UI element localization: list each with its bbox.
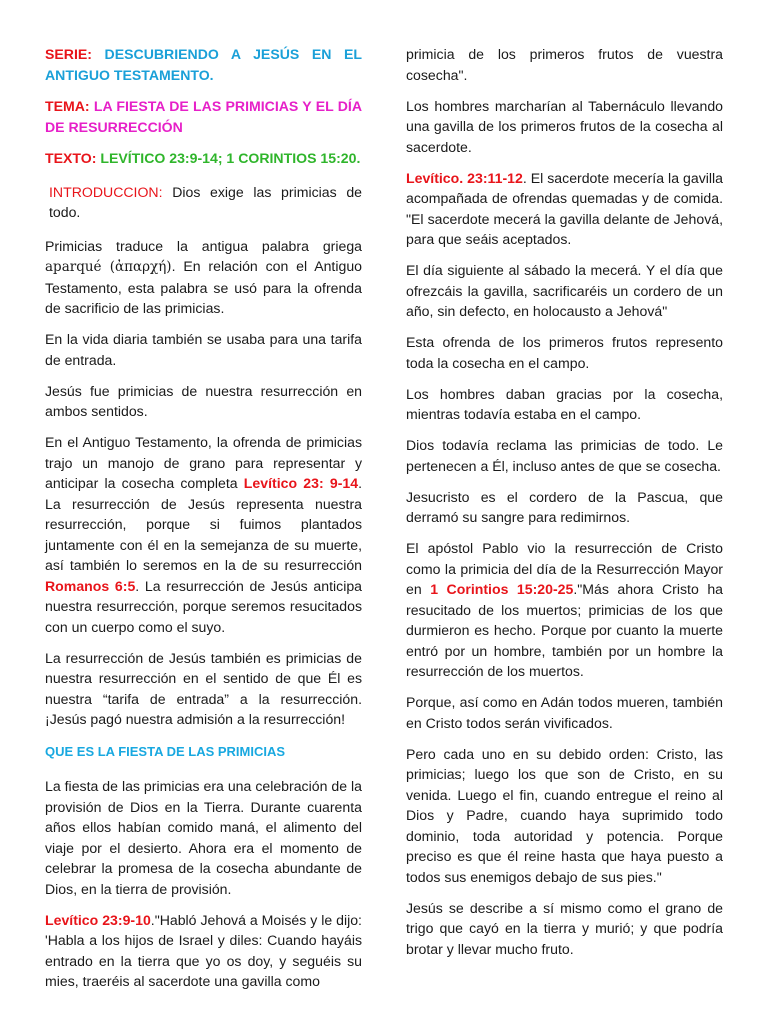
texto-reference: LEVÍTICO 23:9-14; 1 CORINTIOS 15:20.: [100, 150, 361, 166]
paragraph-text: El apóstol Pablo vio la resurrección de Cristo como la primicia del día de la Resurrección Mayor en: [406, 540, 723, 597]
paragraph-primicias: [45, 236, 362, 319]
paragraph-grano-trigo: Jesús se describe a sí mismo como el grano de trigo que cayó en la tierra y murió; y que podría brotar y llevar mucho fruto.: [406, 899, 723, 957]
greek-word: aparqué (ἀπαρχή): [45, 259, 172, 275]
left-column: [45, 44, 362, 1002]
bible-reference: Levítico 23:9-10: [45, 911, 151, 928]
intro-text: Dios exige las primicias de todo.: [49, 183, 362, 220]
paragraph-levitico-gavilla: [406, 168, 723, 250]
paragraph-tarifa: En la vida diaria también se usaba para una tarifa de entrada.: [45, 331, 362, 368]
bible-reference: 1 Corintios 15:20-25: [430, 581, 574, 597]
paragraph-sabado: El día siguiente al sábado la mecerá. Y el día que ofrezcáis la gavilla, sacrificaréis un cordero de un año, sin defecto, en holocausto a Jehová": [406, 262, 723, 319]
serie-title: DESCUBRIENDO A JESÚS EN EL ANTIGUO TESTAMENTO.: [45, 46, 362, 83]
paragraph-text: ."Habló Jehová a Moisés y le dijo: 'Habla a los hijos de Israel y diles: Cuando hayáis entrado en la tierra que yo os doy, y seguéis su mies, traeréis al sacerdote una gavilla como: [45, 911, 362, 989]
serie-label: SERIE:: [45, 46, 92, 62]
paragraph-reclama: Dios todavía reclama las primicias de todo. Le pertenecen a Él, incluso antes de que se cosecha.: [406, 437, 723, 474]
paragraph-tabernaculo: Los hombres marcharían al Tabernáculo llevando una gavilla de los primeros frutos de la cosecha al sacerdote.: [406, 97, 723, 155]
paragraph-text: . En relación con el Antiguo Testamento, esta palabra se usó para la ofrenda de sacrificio de las primicias.: [45, 258, 362, 316]
intro-label: INTRODUCCION:: [49, 183, 163, 200]
paragraph-adan: Porque, así como en Adán todos mueren, también en Cristo todos serán vivificados.: [406, 694, 723, 731]
paragraph-ofrenda: Esta ofrenda de los primeros frutos represento toda la cosecha en el campo.: [406, 334, 723, 371]
paragraph-text: Primicias traduce la antigua palabra griega: [45, 237, 362, 254]
paragraph-ambos-sentidos: Jesús fue primicias de nuestra resurrección en ambos sentidos.: [45, 382, 362, 419]
bible-reference: Levítico 23: 9-14: [243, 475, 359, 491]
paragraph-text: . La resurrección de Jesús representa nuestra resurrección, porque si fuimos plantados juntamente con él en la semejanza de su muerte, así también lo seremos en la de su resurrección: [45, 475, 362, 573]
tema-title: LA FIESTA DE LAS PRIMICIAS Y EL DÍA DE RESURRECCIÓN: [45, 98, 362, 135]
section-heading: QUE ES LA FIESTA DE LAS PRIMICIAS: [45, 743, 286, 759]
bible-reference: Levítico. 23:11-12: [406, 169, 523, 186]
paragraph-antiguo-testamento: [45, 432, 362, 637]
tema-label: TEMA:: [45, 98, 90, 114]
bible-reference: Romanos 6:5: [45, 577, 136, 594]
paragraph-cosecha-quote: primicia de los primeros frutos de vuestra cosecha".: [406, 46, 723, 83]
paragraph-levitico-quote: [45, 910, 362, 992]
paragraph-tarifa-entrada: La resurrección de Jesús también es primicias de nuestra resurrección en el sentido de que Él es nuestra “tarifa de entrada” a la resurrección. ¡Jesús pagó nuestra admisión a la resurrección!: [45, 649, 362, 727]
right-column: [406, 44, 723, 970]
paragraph-cordero: Jesucristo es el cordero de la Pascua, que derramó su sangre para redimirnos.: [406, 488, 723, 525]
paragraph-text: . La resurrección de Jesús anticipa nuestra resurrección, porque seremos resucitados con un cuerpo como el suyo.: [45, 577, 363, 635]
texto-label: TEXTO:: [45, 150, 97, 166]
paragraph-gracias: Los hombres daban gracias por la cosecha, mientras todavía estaba en el campo.: [406, 385, 723, 422]
serie-line: [45, 44, 362, 85]
paragraph-text: ."Más ahora Cristo ha resucitado de los muertos; primicias de los que durmieron es hecho. Porque por cuanto la muerte entró por un hombre, también por un hombre la resurrección de los muertos.: [406, 581, 723, 679]
paragraph-fiesta: La fiesta de las primicias era una celebración de la provisión de Dios en la Tierra. Durante cuarenta años ellos habían comido maná, el alimento del viaje por el desierto. Ahora era el momento de celebrar la promesa de la cosecha abundante de Dios, en la tierra de provisión.: [45, 778, 362, 897]
paragraph-text: . El sacerdote mecería la gavilla acompañada de ofrendas quemadas y de comida. "El sacerdote mecerá la gavilla delante de Jehová, para que seáis aceptados.: [406, 169, 723, 247]
paragraph-pablo: [406, 538, 723, 682]
intro-paragraph: [45, 182, 362, 223]
paragraph-text: En el Antiguo Testamento, la ofrenda de primicias trajo un manojo de grano para representar y anticipar la cosecha completa: [45, 434, 362, 491]
texto-line: [45, 148, 362, 169]
tema-line: [45, 96, 362, 137]
paragraph-orden: Pero cada uno en su debido orden: Cristo, las primicias; luego los que son de Cristo, en su venida. Luego el fin, cuando entregue el reino al Dios y Padre, cuando haya suprimido todo dominio, toda autoridad y potencia. Porque preciso es que él reine hasta que haya puesto a todos sus enemigos debajo de sus pies.": [406, 745, 723, 885]
